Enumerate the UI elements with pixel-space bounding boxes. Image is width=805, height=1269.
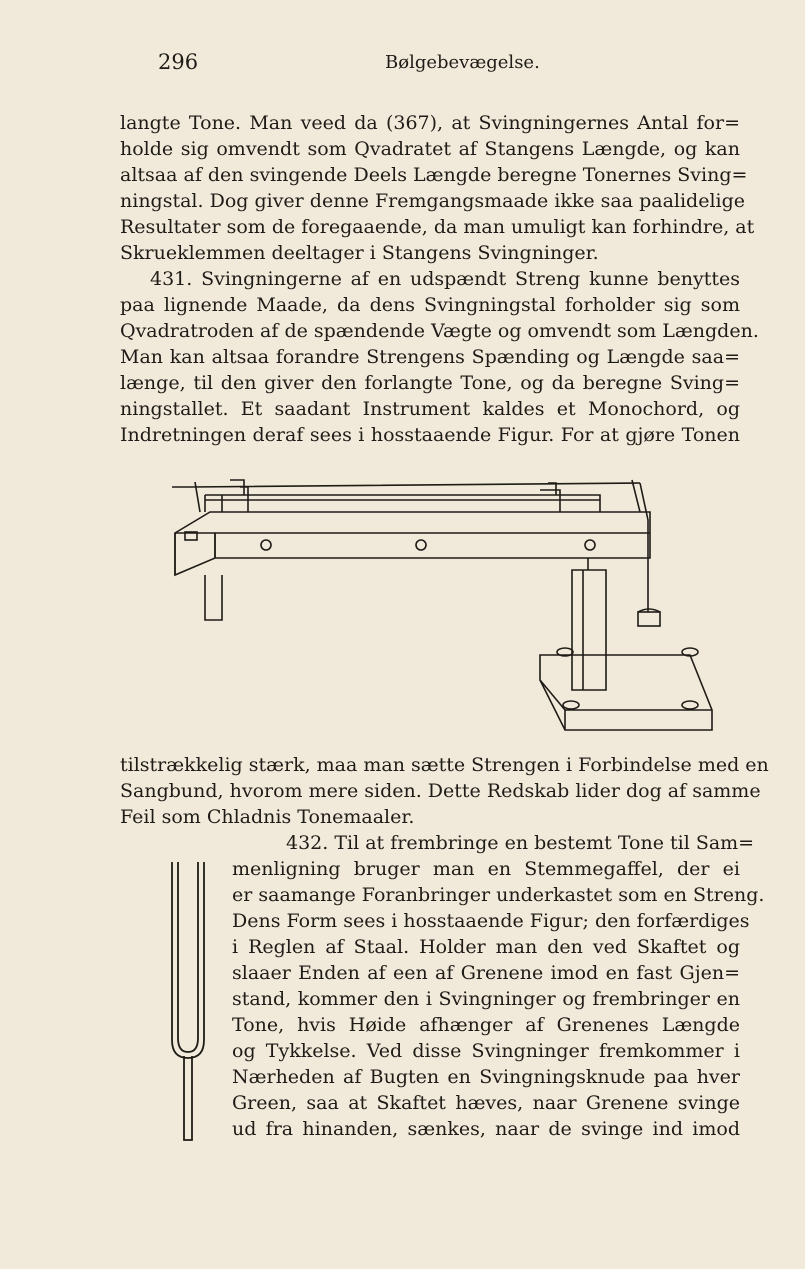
text-line: Man kan altsaa forandre Strengens Spænding og Længde saa= [120,346,740,368]
paragraph-432-start: 432. Til at frembringe en bestemt Tone til Sam= [286,832,755,854]
text-line: Dens Form sees i hosstaaende Figur; den forfærdiges [232,910,750,932]
text-line: Resultater som de foregaaende, da man umuligt kan forhindre, at [120,216,755,238]
text-line: altsaa af den svingende Deels Længde beregne Tonernes Sving= [120,164,748,186]
text-line: ningstallet. Et saadant Instrument kaldes et Monochord, og [120,398,740,420]
page-number: 296 [158,50,199,74]
text-line: og Tykkelse. Ved disse Svingninger fremkommer i [232,1040,740,1062]
text-line: Nærheden af Bugten en Svingningsknude paa hver [232,1066,740,1088]
text-line: Qvadratroden af de spændende Vægte og omvendt som Længden. [120,320,759,342]
text-line: tilstrækkelig stærk, maa man sætte Strengen i Forbindelse med en [120,754,769,776]
text-line: er saamange Foranbringer underkastet som en Streng. [232,884,765,906]
text-line: Skrueklemmen deeltager i Stangens Svingninger. [120,242,599,264]
text-line: ningstal. Dog giver denne Fremgangsmaade ikke saa paalidelige [120,190,746,212]
text-line: længe, til den giver den forlangte Tone, og da beregne Sving= [120,372,740,394]
text-line: slaaer Enden af een af Grenene imod en fast Gjen= [232,962,740,984]
text-line: menligning bruger man en Stemmegaffel, der ei [232,858,740,880]
paragraph-431-start: 431. Svingningerne af en udspændt Streng kunne benyttes [150,268,740,290]
text-line: Sangbund, hvorom mere siden. Dette Redskab lider dog af samme [120,780,761,802]
text-line: paa lignende Maade, da dens Svingningstal forholder sig som [120,294,740,316]
running-title: Bølgebevægelse. [385,52,540,73]
text-line: i Reglen af Staal. Holder man den ved Skaftet og [232,936,740,958]
text-line: stand, kommer den i Svingninger og frembringer en [232,988,740,1010]
text-line: ud fra hinanden, sænkes, naar de svinge ind imod [232,1118,740,1140]
text-line: holde sig omvendt som Qvadratet af Stangens Længde, og kan [120,138,740,160]
text-line: Indretningen deraf sees i hosstaaende Figur. For at gjøre Tonen [120,424,740,446]
text-line: langte Tone. Man veed da (367), at Svingningernes Antal for= [120,112,740,134]
text-line: Feil som Chladnis Tonemaaler. [120,806,415,828]
text-line: Tone, hvis Høide afhænger af Grenenes Længde [232,1014,740,1036]
text-line: Green, saa at Skaftet hæves, naar Grenene svinge [232,1092,740,1114]
